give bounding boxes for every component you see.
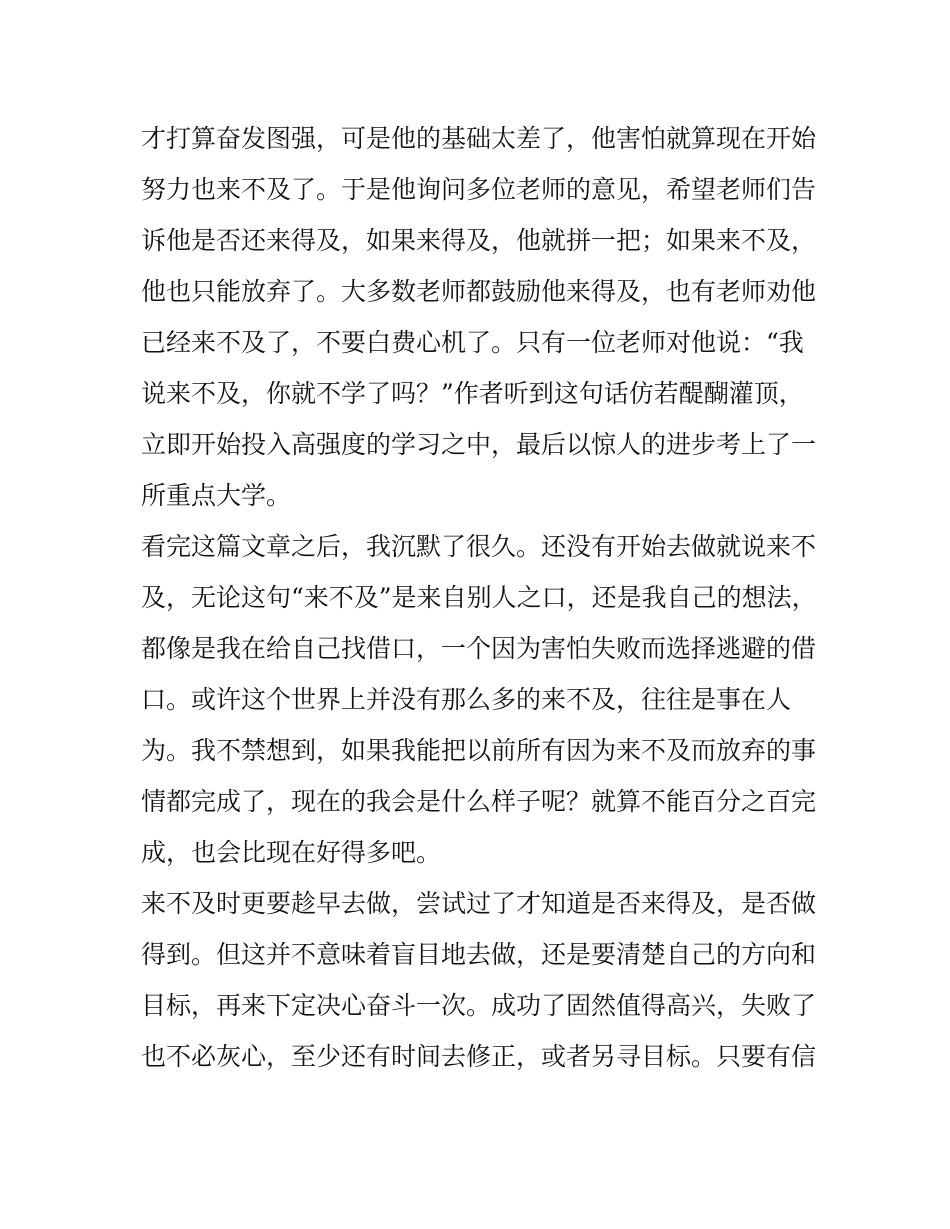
text-line: 已经来不及了，不要白费心机了。只有一位老师对他说：“我 bbox=[141, 328, 804, 357]
text-line: 诉他是否还来得及，如果来得及，他就拼一把；如果来不及， bbox=[141, 226, 817, 255]
text-line: 说来不及，你就不学了吗？”作者听到这句话仿若醍醐灌顶， bbox=[141, 379, 804, 408]
text-line: 成，也会比现在好得多吧。 bbox=[141, 838, 442, 867]
text-line: 得到。但这并不意味着盲目地去做，还是要清楚自己的方向和 bbox=[141, 940, 817, 969]
text-line: 立即开始投入高强度的学习之中，最后以惊人的进步考上了一 bbox=[141, 430, 817, 459]
text-line: 看完这篇文章之后，我沉默了很久。还没有开始去做就说来不 bbox=[141, 532, 817, 561]
text-line: 目标，再来下定决心奋斗一次。成功了固然值得高兴，失败了 bbox=[141, 991, 817, 1020]
text-line: 才打算奋发图强，可是他的基础太差了，他害怕就算现在开始 bbox=[141, 124, 817, 153]
text-line: 为。我不禁想到，如果我能把以前所有因为来不及而放弃的事 bbox=[141, 736, 817, 765]
body-text bbox=[141, 113, 821, 1082]
text-line: 及，无论这句“来不及”是来自别人之口，还是我自己的想法， bbox=[141, 583, 817, 612]
text-line: 他也只能放弃了。大多数老师都鼓励他来得及，也有老师劝他 bbox=[141, 277, 817, 306]
text-line: 来不及时更要趁早去做，尝试过了才知道是否来得及，是否做 bbox=[141, 889, 817, 918]
text-line: 情都完成了，现在的我会是什么样子呢？就算不能百分之百完 bbox=[141, 787, 817, 816]
text-line: 努力也来不及了。于是他询问多位老师的意见，希望老师们告 bbox=[141, 175, 817, 204]
text-line: 也不必灰心，至少还有时间去修正，或者另寻目标。只要有信 bbox=[141, 1042, 817, 1071]
text-line: 所重点大学。 bbox=[141, 481, 292, 510]
text-line: 都像是我在给自己找借口，一个因为害怕失败而选择逃避的借 bbox=[141, 634, 817, 663]
text-line: 口。或许这个世界上并没有那么多的来不及，往往是事在人 bbox=[141, 685, 792, 714]
